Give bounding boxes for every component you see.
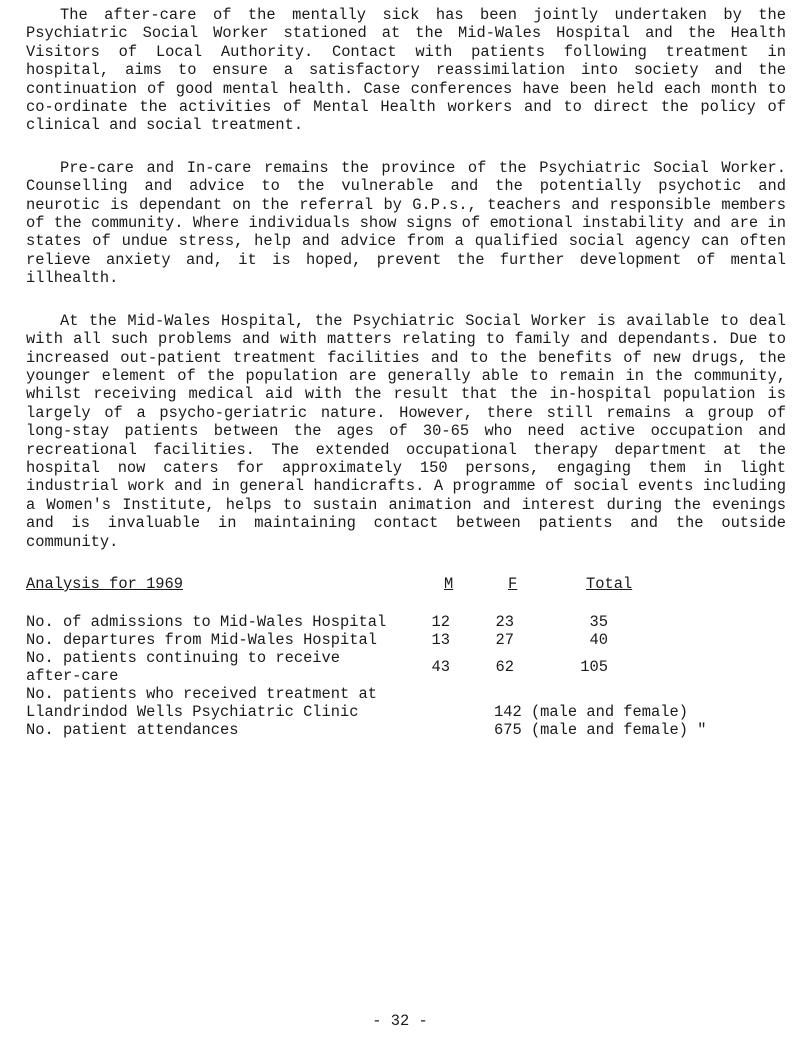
row-clinic-value: 142 (male and female) [494, 702, 688, 721]
paragraph-hospital: At the Mid-Wales Hospital, the Psychiatric Social Worker is available to deal with all such problems and with matters relating to family and dependants. Due to increased out-patient treatment facilities and to the benefits of new drugs, the younger element of the population are generally able to remain in the community, whilst receiving medical aid with the result that the in-hospital population is largely of a psycho-geriatric nature. However, there still remains a group of long-stay patients between the ages of 30-65 who need active occupation and recreational facilities. The extended occupational therapy department at the hospital now caters for approximately 150 persons, engaging them in light industrial work and in general handicrafts. A programme of social events including a Women's Institute, helps to sustain animation and interest during the evenings and is invaluable in maintaining contact between patients and the outside community. [26, 311, 786, 551]
header-male: M [444, 574, 454, 593]
row-label-attendances: No. patient attendances [26, 720, 239, 739]
header-total: Total [586, 574, 633, 593]
row-label-clinic-line1: No. patients who received treatment at [26, 684, 377, 703]
header-female: F [508, 574, 518, 593]
paragraph-after-care: The after-care of the mentally sick has been jointly undertaken by the Psychiatric Social Worker stationed at the Mid-Wales Hospital and the Health Visitors of Local Authority. Contact with patients following treatment in hospital, aims to ensure a satisfactory reassimilation into society and the continuation of good mental health. Case conferences have been held each month to co-ordinate the activities of Mental Health workers and to direct the policy of clinical and social treatment. [26, 6, 786, 135]
paragraph-pre-care: Pre-care and In-care remains the province of the Psychiatric Social Worker. Counselling and advice to the vulnerable and the potentially psychotic and neurotic is dependant on the referral by G.P.s., teachers and responsible members of the community. Where individuals show signs of emotional instability and are in states of undue stress, help and advice from a qualified social agency can often relieve anxiety and, it is hoped, prevent the further development of mental illhealth. [26, 158, 786, 288]
row-departures-female: 27 [495, 630, 514, 649]
page-number: - 32 - [372, 1012, 428, 1030]
row-label-aftercare-line1: No. patients continuing to receive [26, 648, 341, 667]
row-label-admissions: No. of admissions to Mid-Wales Hospital [26, 612, 387, 631]
row-aftercare-total: 105 [580, 657, 608, 676]
row-label-aftercare-line2: after-care [26, 666, 119, 685]
row-admissions-female: 23 [495, 612, 514, 631]
row-departures-male: 13 [431, 630, 450, 649]
row-label-clinic-line2: Llandrindod Wells Psychiatric Clinic [26, 702, 359, 721]
analysis-title: Analysis for 1969 [26, 574, 184, 593]
row-label-departures: No. departures from Mid-Wales Hospital [26, 630, 377, 649]
row-aftercare-female: 62 [495, 657, 514, 676]
row-departures-total: 40 [589, 630, 608, 649]
row-admissions-total: 35 [589, 612, 608, 631]
row-attendances-value: 675 (male and female) " [494, 720, 707, 739]
document-page [26, 6, 786, 739]
row-admissions-male: 12 [431, 612, 450, 631]
analysis-table [26, 574, 786, 739]
row-aftercare-male: 43 [431, 657, 450, 676]
